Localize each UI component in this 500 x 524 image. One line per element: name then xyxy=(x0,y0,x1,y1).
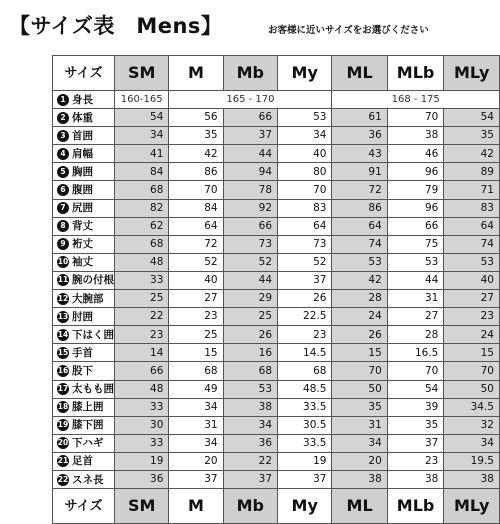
row-label-text: 太もも囲 xyxy=(72,382,114,395)
row-number-badge: 1 xyxy=(57,94,69,106)
cell-m: 49 xyxy=(169,380,223,398)
row-label xyxy=(53,416,115,434)
row-label xyxy=(53,235,115,253)
row-label-text: 下ハギ xyxy=(72,437,104,450)
measurement-row xyxy=(53,109,500,127)
row-label xyxy=(53,452,115,470)
row-number-badge: 10 xyxy=(57,257,69,267)
cell-sm: 36 xyxy=(115,470,169,488)
row-label xyxy=(53,362,115,380)
cell-mb: 66 xyxy=(223,109,277,127)
cell-my: 73 xyxy=(278,235,332,253)
cell-sm: 48 xyxy=(115,380,169,398)
cell-sm: 62 xyxy=(115,217,169,235)
cell-mb: 53 xyxy=(223,380,277,398)
row-number-badge: 4 xyxy=(57,148,69,160)
cell-m: 56 xyxy=(169,109,223,127)
measurement-row xyxy=(53,416,500,434)
cell-my: 19 xyxy=(278,452,332,470)
cell-mlb: 53 xyxy=(387,253,444,271)
cell-mly: 40 xyxy=(444,271,500,289)
row-label-text: 尻囲 xyxy=(72,201,93,214)
cell-ml: 31 xyxy=(332,416,387,434)
cell-mb: 66 xyxy=(223,217,277,235)
cell-mb: 16 xyxy=(223,344,277,362)
cell-mly: 34.5 xyxy=(444,398,500,416)
row-label xyxy=(53,253,115,271)
row-label-text: 背丈 xyxy=(72,219,93,232)
row-number-badge: 15 xyxy=(57,347,69,357)
cell-mb: 44 xyxy=(223,271,277,289)
cell-mb: 94 xyxy=(223,163,277,181)
row-label-text: 肩幅 xyxy=(72,147,93,160)
cell-ml: 24 xyxy=(332,308,387,326)
row-label-text: 首囲 xyxy=(72,129,93,142)
row-label-text: 腕の付根 xyxy=(72,274,114,287)
cell-sm: 33 xyxy=(115,434,169,452)
cell-ml: 35 xyxy=(332,398,387,416)
cell-mb: 92 xyxy=(223,199,277,217)
cell-m: 15 xyxy=(169,344,223,362)
cell-my: 37 xyxy=(278,470,332,488)
row-number-badge: 9 xyxy=(57,238,69,250)
row-label-text: 足首 xyxy=(72,455,93,468)
cell-mb: 78 xyxy=(223,181,277,199)
measurement-row xyxy=(53,308,500,326)
cell-mlb: 70 xyxy=(387,109,444,127)
row-label xyxy=(53,380,115,398)
cell-m: 23 xyxy=(169,308,223,326)
cell-ml: 15 xyxy=(332,344,387,362)
cell-sm: 48 xyxy=(115,253,169,271)
cell-m: 25 xyxy=(169,326,223,344)
cell-sm: 68 xyxy=(115,181,169,199)
measurement-row xyxy=(53,145,500,163)
cell-m: 68 xyxy=(169,362,223,380)
cell-ml: 26 xyxy=(332,326,387,344)
row-number-badge: 7 xyxy=(57,202,69,214)
cell-my: 70 xyxy=(278,181,332,199)
cell-mly: 27 xyxy=(444,290,500,308)
measurement-row xyxy=(53,344,500,362)
cell-mb: 29 xyxy=(223,290,277,308)
cell-my: 33.5 xyxy=(278,398,332,416)
row-number-badge: 3 xyxy=(57,130,69,142)
cell-mlb: 31 xyxy=(387,290,444,308)
cell-mb: 37 xyxy=(223,470,277,488)
row-label xyxy=(53,145,115,163)
cell-m: 70 xyxy=(169,181,223,199)
size-footer-label: サイズ xyxy=(53,489,115,524)
cell-sm: 19 xyxy=(115,452,169,470)
page-title: 【サイズ表 Mens】 xyxy=(9,14,223,38)
measurement-row xyxy=(53,163,500,181)
size-header-my: My xyxy=(278,56,332,91)
cell-mly: 15 xyxy=(444,344,500,362)
cell-mb: 52 xyxy=(223,253,277,271)
cell-mlb: 70 xyxy=(387,362,444,380)
cell-my: 22.5 xyxy=(278,308,332,326)
row-label xyxy=(53,398,115,416)
cell-mly: 23 xyxy=(444,308,500,326)
cell-mb: 26 xyxy=(223,326,277,344)
cell-ml: 72 xyxy=(332,181,387,199)
cell-mlb: 38 xyxy=(387,470,444,488)
row-label-text: 膝上囲 xyxy=(72,400,104,413)
row-label xyxy=(53,326,115,344)
cell-sm: 68 xyxy=(115,235,169,253)
cell-mly: 19.5 xyxy=(444,452,500,470)
cell-ml: 86 xyxy=(332,199,387,217)
height-range-m: 165 - 170 xyxy=(169,91,332,109)
size-footer-row xyxy=(53,489,500,524)
measurement-row xyxy=(53,470,500,488)
cell-my: 68 xyxy=(278,362,332,380)
row-label-text: 膝下囲 xyxy=(72,418,104,431)
row-label-text: 身長 xyxy=(72,93,93,106)
cell-mlb: 23 xyxy=(387,452,444,470)
cell-mly: 83 xyxy=(444,199,500,217)
measurement-row xyxy=(53,253,500,271)
cell-my: 80 xyxy=(278,163,332,181)
size-header-sm: SM xyxy=(115,56,169,91)
row-label-text: 肘囲 xyxy=(72,310,93,323)
row-label xyxy=(53,344,115,362)
row-label xyxy=(53,199,115,217)
row-label-text: 股下 xyxy=(72,364,93,377)
measurement-row xyxy=(53,290,500,308)
cell-m: 64 xyxy=(169,217,223,235)
row-label-text: 体重 xyxy=(72,111,93,124)
cell-sm: 23 xyxy=(115,326,169,344)
cell-mlb: 38 xyxy=(387,127,444,145)
cell-sm: 33 xyxy=(115,398,169,416)
cell-mly: 54 xyxy=(444,109,500,127)
measurement-row xyxy=(53,326,500,344)
size-footer-mly: MLy xyxy=(444,489,500,524)
cell-mly: 50 xyxy=(444,380,500,398)
cell-my: 34 xyxy=(278,127,332,145)
row-number-badge: 19 xyxy=(57,420,69,430)
size-header-mlb: MLb xyxy=(387,56,444,91)
cell-m: 35 xyxy=(169,127,223,145)
cell-mb: 37 xyxy=(223,127,277,145)
cell-ml: 42 xyxy=(332,271,387,289)
height-range-l: 168 - 175 xyxy=(332,91,500,109)
cell-mlb: 44 xyxy=(387,271,444,289)
row-number-badge: 20 xyxy=(57,438,69,448)
cell-ml: 43 xyxy=(332,145,387,163)
row-number-badge: 2 xyxy=(57,112,69,124)
cell-mly: 38 xyxy=(444,470,500,488)
height-row xyxy=(53,91,500,109)
row-number-badge: 22 xyxy=(57,474,69,484)
row-label-text: スネ長 xyxy=(72,473,104,486)
row-label xyxy=(53,109,115,127)
height-range-sm: 160-165 xyxy=(115,91,169,109)
size-header-m: M xyxy=(169,56,223,91)
row-label xyxy=(53,91,115,109)
cell-my: 37 xyxy=(278,271,332,289)
row-label xyxy=(53,181,115,199)
size-advice-note: お客様に近いサイズをお選びください xyxy=(268,25,429,36)
row-number-badge: 21 xyxy=(57,456,69,466)
row-number-badge: 6 xyxy=(57,184,69,196)
cell-mly: 89 xyxy=(444,163,500,181)
cell-mly: 34 xyxy=(444,434,500,452)
cell-ml: 34 xyxy=(332,434,387,452)
cell-my: 64 xyxy=(278,217,332,235)
row-label xyxy=(53,127,115,145)
row-label-text: 大腕部 xyxy=(72,292,104,305)
row-label xyxy=(53,271,115,289)
cell-sm: 54 xyxy=(115,109,169,127)
cell-mlb: 79 xyxy=(387,181,444,199)
cell-my: 40 xyxy=(278,145,332,163)
cell-mly: 32 xyxy=(444,416,500,434)
cell-mb: 22 xyxy=(223,452,277,470)
cell-m: 72 xyxy=(169,235,223,253)
cell-mly: 64 xyxy=(444,217,500,235)
cell-mlb: 35 xyxy=(387,416,444,434)
row-number-badge: 11 xyxy=(57,275,69,285)
cell-sm: 22 xyxy=(115,308,169,326)
cell-mb: 25 xyxy=(223,308,277,326)
cell-my: 53 xyxy=(278,109,332,127)
size-header-mb: Mb xyxy=(223,56,277,91)
row-label xyxy=(53,163,115,181)
size-header-label: サイズ xyxy=(53,56,115,91)
row-label-text: 下はく囲 xyxy=(72,328,114,341)
row-label-text: 裄丈 xyxy=(72,238,93,251)
cell-mb: 34 xyxy=(223,416,277,434)
row-number-badge: 18 xyxy=(57,402,69,412)
cell-mly: 71 xyxy=(444,181,500,199)
size-footer-ml: ML xyxy=(332,489,387,524)
cell-m: 40 xyxy=(169,271,223,289)
cell-m: 86 xyxy=(169,163,223,181)
cell-mlb: 46 xyxy=(387,145,444,163)
cell-ml: 70 xyxy=(332,362,387,380)
measurement-row xyxy=(53,362,500,380)
cell-m: 84 xyxy=(169,199,223,217)
row-number-badge: 8 xyxy=(57,220,69,232)
row-label xyxy=(53,470,115,488)
measurement-row xyxy=(53,127,500,145)
cell-mb: 36 xyxy=(223,434,277,452)
cell-my: 52 xyxy=(278,253,332,271)
row-number-badge: 5 xyxy=(57,166,69,178)
cell-ml: 36 xyxy=(332,127,387,145)
cell-ml: 74 xyxy=(332,235,387,253)
cell-sm: 30 xyxy=(115,416,169,434)
cell-mly: 35 xyxy=(444,127,500,145)
measurement-row xyxy=(53,181,500,199)
cell-mly: 53 xyxy=(444,253,500,271)
row-number-badge: 16 xyxy=(57,365,69,375)
row-number-badge: 17 xyxy=(57,384,69,394)
cell-sm: 14 xyxy=(115,344,169,362)
cell-ml: 20 xyxy=(332,452,387,470)
size-header-ml: ML xyxy=(332,56,387,91)
cell-m: 52 xyxy=(169,253,223,271)
cell-sm: 34 xyxy=(115,127,169,145)
size-footer-my: My xyxy=(278,489,332,524)
row-label xyxy=(53,217,115,235)
measurement-row xyxy=(53,452,500,470)
cell-mlb: 66 xyxy=(387,217,444,235)
cell-ml: 91 xyxy=(332,163,387,181)
cell-sm: 41 xyxy=(115,145,169,163)
cell-ml: 64 xyxy=(332,217,387,235)
cell-mb: 68 xyxy=(223,362,277,380)
size-footer-mb: Mb xyxy=(223,489,277,524)
measurement-row xyxy=(53,235,500,253)
cell-mlb: 27 xyxy=(387,308,444,326)
cell-my: 26 xyxy=(278,290,332,308)
row-label-text: 袖丈 xyxy=(72,256,93,269)
size-header-row xyxy=(53,56,500,91)
row-label-text: 胸囲 xyxy=(72,165,93,178)
measurement-row xyxy=(53,217,500,235)
cell-my: 83 xyxy=(278,199,332,217)
cell-mly: 24 xyxy=(444,326,500,344)
cell-mlb: 28 xyxy=(387,326,444,344)
cell-sm: 25 xyxy=(115,290,169,308)
cell-m: 27 xyxy=(169,290,223,308)
cell-mb: 44 xyxy=(223,145,277,163)
size-table xyxy=(52,55,500,524)
cell-mly: 42 xyxy=(444,145,500,163)
row-label xyxy=(53,308,115,326)
row-number-badge: 14 xyxy=(57,329,69,339)
row-label-text: 手首 xyxy=(72,346,93,359)
cell-m: 31 xyxy=(169,416,223,434)
size-footer-mlb: MLb xyxy=(387,489,444,524)
cell-ml: 38 xyxy=(332,470,387,488)
cell-mlb: 37 xyxy=(387,434,444,452)
measurement-row xyxy=(53,271,500,289)
cell-ml: 50 xyxy=(332,380,387,398)
cell-ml: 28 xyxy=(332,290,387,308)
cell-sm: 33 xyxy=(115,271,169,289)
cell-mlb: 96 xyxy=(387,163,444,181)
size-footer-m: M xyxy=(169,489,223,524)
cell-ml: 61 xyxy=(332,109,387,127)
cell-mlb: 54 xyxy=(387,380,444,398)
cell-mb: 38 xyxy=(223,398,277,416)
row-number-badge: 12 xyxy=(57,293,69,303)
cell-m: 34 xyxy=(169,434,223,452)
cell-my: 23 xyxy=(278,326,332,344)
size-header-mly: MLy xyxy=(444,56,500,91)
cell-mlb: 75 xyxy=(387,235,444,253)
cell-mly: 70 xyxy=(444,362,500,380)
cell-sm: 66 xyxy=(115,362,169,380)
measurement-row xyxy=(53,199,500,217)
cell-m: 37 xyxy=(169,470,223,488)
cell-mlb: 96 xyxy=(387,199,444,217)
cell-my: 14.5 xyxy=(278,344,332,362)
measurement-row xyxy=(53,434,500,452)
cell-mly: 74 xyxy=(444,235,500,253)
measurement-row xyxy=(53,398,500,416)
cell-m: 20 xyxy=(169,452,223,470)
cell-m: 34 xyxy=(169,398,223,416)
row-number-badge: 13 xyxy=(57,311,69,321)
cell-m: 42 xyxy=(169,145,223,163)
cell-mlb: 16.5 xyxy=(387,344,444,362)
cell-my: 48.5 xyxy=(278,380,332,398)
cell-my: 30.5 xyxy=(278,416,332,434)
cell-mb: 73 xyxy=(223,235,277,253)
row-label-text: 腹囲 xyxy=(72,183,93,196)
cell-sm: 82 xyxy=(115,199,169,217)
row-label xyxy=(53,290,115,308)
size-footer-sm: SM xyxy=(115,489,169,524)
cell-ml: 53 xyxy=(332,253,387,271)
cell-sm: 84 xyxy=(115,163,169,181)
cell-my: 33.5 xyxy=(278,434,332,452)
row-label xyxy=(53,434,115,452)
cell-mlb: 39 xyxy=(387,398,444,416)
measurement-row xyxy=(53,380,500,398)
